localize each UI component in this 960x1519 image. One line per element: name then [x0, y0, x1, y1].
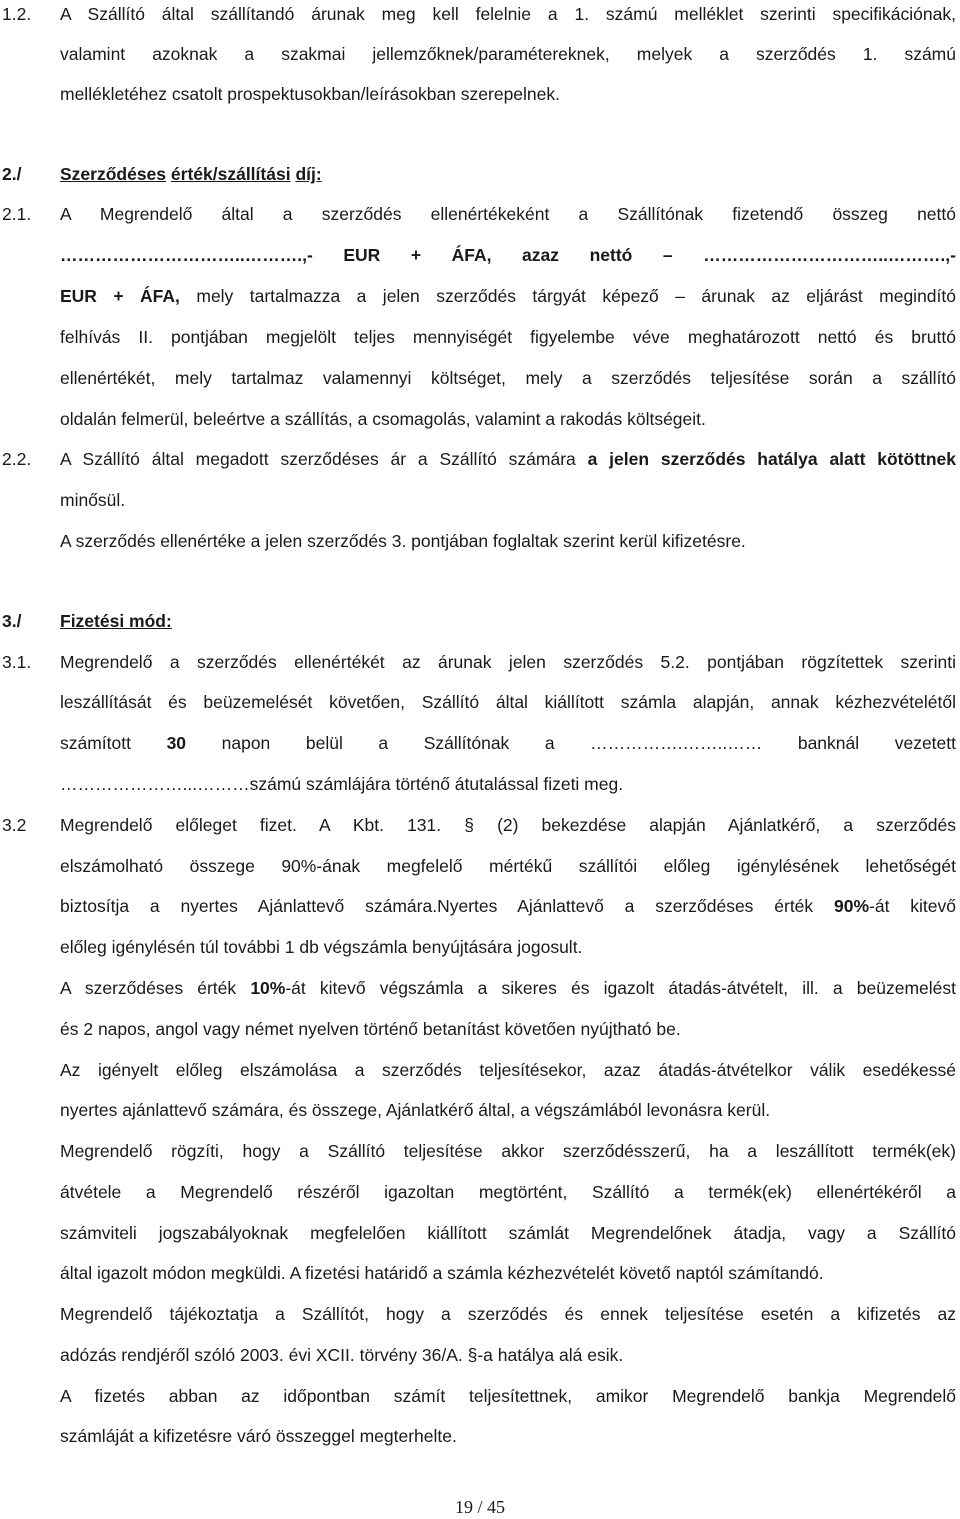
- section-number-2: 2./: [2, 164, 22, 184]
- bold-text: 10%: [250, 978, 286, 998]
- bold-text: a jelen szerződés hatálya alatt kötöttnek: [587, 449, 956, 469]
- paragraph-line: átvétele a Megrendelő részéről igazoltan megtörtént, Szállító a termék(ek) ellenértékéről a: [60, 1182, 956, 1202]
- section-number-3-1: 3.1.: [2, 652, 32, 672]
- text: biztosítja a nyertes Ajánlattevő számára.Nyertes Ajánlattevő a szerződéses érték: [60, 896, 834, 916]
- text: napon belül a Szállítónak a …………….……..…… banknál vezetett: [186, 733, 956, 753]
- paragraph-line: leszállítását és beüzemelését követően, Szállító által kiállított számla alapján, annak kézhezvételétől: [60, 692, 956, 712]
- paragraph-line: Megrendelő a szerződés ellenértékét az árunak jelen szerződés 5.2. pontjában rögzítettek szerinti: [60, 652, 956, 672]
- paragraph-line: [60, 731, 956, 755]
- heading-part: érték/szállítási: [170, 164, 291, 184]
- paragraph-line: elszámolható összege 90%-ának megfelelő mértékű szállítói előleg igénylésének lehetőségét: [60, 856, 956, 876]
- paragraph-line: [60, 976, 956, 1000]
- paragraph-line: A Megrendelő által a szerződés ellenértékeként a Szállítónak fizetendő összeg nettó: [60, 204, 956, 224]
- text: számított: [60, 733, 167, 753]
- paragraph-line: Megrendelő tájékoztatja a Szállítót, hogy a szerződés és ennek teljesítése esetén a kifizetés az: [60, 1304, 956, 1324]
- paragraph-line: ellenértékét, mely tartalmaz valamennyi költséget, mely a szerződés teljesítése során a szállító: [60, 368, 956, 388]
- heading-part: díj:: [295, 164, 322, 184]
- paragraph-line: mellékletéhez csatolt prospektusokban/leírásokban szerepelnek.: [60, 84, 561, 104]
- section-number-2-1: 2.1.: [2, 204, 32, 224]
- section-number-3-2: 3.2: [2, 815, 27, 835]
- text: A Szállító által megadott szerződéses ár a Szállító számára: [60, 449, 588, 469]
- paragraph-line: előleg igénylésén túl további 1 db végszámla benyújtására jogosult.: [60, 937, 583, 957]
- section-number-3: 3./: [2, 611, 22, 631]
- text: -át kitevő végszámla a sikeres és igazolt átadás-átvételt, ill. a beüzemelést: [285, 978, 956, 998]
- paragraph-line: A szerződés ellenértéke a jelen szerződés 3. pontjában foglaltak szerint kerül kifizetésre.: [60, 531, 746, 551]
- paragraph-line: felhívás II. pontjában megjelölt teljes mennyiségét figyelembe véve meghatározott nettó és bruttó: [60, 327, 956, 347]
- heading-part: Szerződéses: [60, 164, 167, 184]
- paragraph-line: [60, 284, 956, 308]
- paragraph-line: számláját a kifizetésre váró összeggel megterhelte.: [60, 1426, 457, 1446]
- bold-text: 90%: [834, 896, 870, 916]
- text: A szerződéses érték: [60, 978, 251, 998]
- bold-text: EUR + ÁFA,: [60, 286, 180, 306]
- bold-text: 30: [166, 733, 187, 753]
- paragraph-line: A Szállító által szállítandó árunak meg kell felelnie a 1. számú melléklet szerinti specifikációnak,: [60, 4, 956, 24]
- paragraph-line: A fizetés abban az időpontban számít teljesítettnek, amikor Megrendelő bankja Megrendelő: [60, 1386, 956, 1406]
- paragraph-line: [60, 894, 956, 918]
- section-heading-3: [60, 609, 956, 633]
- text: mely tartalmazza a jelen szerződés tárgyát képező – árunak az eljárást megindító: [179, 286, 956, 306]
- paragraph-line: számviteli jogszabályoknak megfelelően kiállított számlát Megrendelőnek átadja, vagy a Szállító: [60, 1223, 956, 1243]
- paragraph-line: Megrendelő rögzíti, hogy a Szállító teljesítése akkor szerződésszerű, ha a leszállított termék(ek): [60, 1141, 956, 1161]
- text: -át kitevő: [869, 896, 956, 916]
- section-number-1-2: 1.2.: [2, 4, 32, 24]
- paragraph-line: adózás rendjéről szóló 2003. évi XCII. törvény 36/A. §-a hatálya alá esik.: [60, 1345, 624, 1365]
- heading-text: Fizetési mód:: [60, 611, 172, 631]
- paragraph-line: oldalán felmerül, beleértve a szállítás, a csomagolás, valamint a rakodás költségeit.: [60, 409, 706, 429]
- page-number: 19 / 45: [454, 1497, 505, 1517]
- paragraph-line: és 2 napos, angol vagy német nyelven történő betanítást követően nyújtható be.: [60, 1019, 681, 1039]
- section-heading-2: [60, 162, 956, 186]
- paragraph-line: Megrendelő előleget fizet. A Kbt. 131. § (2) bekezdése alapján Ajánlatkérő, a szerződés: [60, 815, 956, 835]
- paragraph-line: minősül.: [60, 490, 126, 510]
- paragraph-line: Az igényelt előleg elszámolása a szerződés teljesítésekor, azaz átadás-átvételkor válik esedékessé: [60, 1060, 956, 1080]
- paragraph-line: [60, 447, 956, 471]
- section-number-2-2: 2.2.: [2, 449, 32, 469]
- paragraph-line: nyertes ajánlattevő számára, és összege, Ajánlatkérő által, a végszámlából levonásra kerül.: [60, 1100, 771, 1120]
- paragraph-line: valamint azoknak a szakmai jellemzőknek/paramétereknek, melyek a szerződés 1. számú: [60, 44, 956, 64]
- price-line: …………………………..……….,- EUR + ÁFA, azaz nettó – …………………………..……….,-: [60, 245, 956, 265]
- paragraph-line: által igazolt módon megküldi. A fizetési határidő a számla kézhezvételét követő naptól számítandó.: [60, 1263, 824, 1283]
- paragraph-line: …………………...………számú számlájára történő átutalással fizeti meg.: [60, 774, 624, 794]
